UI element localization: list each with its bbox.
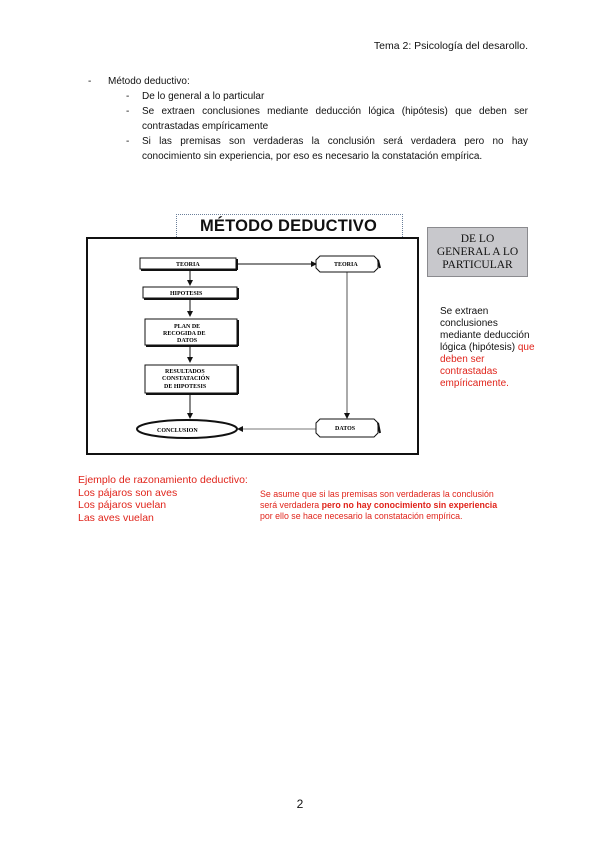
example-line: Los pájaros son aves	[78, 486, 178, 499]
note-bold-text: pero no hay conocimiento sin experiencia	[321, 500, 498, 510]
example-line: Los pájaros vuelan	[78, 499, 167, 511]
node-datos	[316, 419, 380, 437]
node-label: TEORIA	[176, 262, 200, 268]
list-item-label: Método deductivo:	[108, 76, 190, 87]
node-plan-recogida	[145, 319, 238, 346]
example-block	[78, 474, 248, 524]
node-teoria-right	[316, 256, 380, 272]
sub-list-item: - Se extraen conclusiones mediante deducción lógica (hipótesis) que deben ser contrastadas empíricamente	[126, 106, 528, 132]
example-title: Ejemplo de razonamiento deductivo:	[78, 474, 248, 486]
side-box	[427, 227, 528, 277]
node-label: RECOGIDA DE	[163, 331, 206, 337]
node-label: PLAN DE	[174, 324, 201, 330]
example-note	[260, 489, 510, 522]
sub-list-item: - Si las premisas son verdaderas la conclusión será verdadera pero no hay conocimiento sin experiencia, por eso es necesario la constatación empírica.	[126, 136, 528, 162]
example-line: Las aves vuelan	[78, 511, 154, 524]
node-label: DE HIPOTESIS	[164, 384, 207, 390]
list-item: - Método deductivo:	[88, 76, 190, 87]
side-text	[440, 306, 540, 390]
node-label: DATOS	[177, 338, 198, 344]
node-label: RESULTADOS	[165, 369, 205, 375]
node-resultados	[145, 365, 238, 394]
side-text-black: Se extraen conclusiones mediante deducción lógica (hipótesis)	[440, 306, 530, 353]
note-text: por ello se hace necesario la constatación empírica.	[260, 511, 463, 521]
node-label: DATOS	[335, 426, 356, 432]
page-header: Tema 2: Psicología del desarollo.	[373, 40, 528, 52]
note-text: Se asume que si las premisas son verdaderas la conclusión será verdadera	[260, 489, 494, 510]
node-hipotesis	[143, 287, 238, 299]
side-box-line: GENERAL A LO	[436, 246, 519, 258]
side-box-line: DE LO	[460, 233, 495, 245]
node-label: TEORIA	[334, 262, 358, 268]
node-teoria-left	[140, 258, 237, 270]
side-box-line: PARTICULAR	[442, 259, 513, 271]
sub-list-item: - De lo general a lo particular	[126, 91, 265, 102]
node-label: HIPOTESIS	[170, 291, 203, 297]
node-label: CONSTATACIÓN	[162, 376, 210, 382]
sub-list-item-text: Se extraen conclusiones mediante deducción lógica (hipótesis) que deben ser contrastadas empíricamente	[142, 106, 528, 132]
side-text-red: que deben ser contrastadas empíricamente.	[440, 342, 535, 389]
page-number: 2	[296, 797, 304, 811]
sub-list-item-text: Si las premisas son verdaderas la conclusión será verdadera pero no hay conocimiento sin experiencia, por eso es necesario la constatación empírica.	[142, 136, 528, 162]
sub-list-item-text: De lo general a lo particular	[142, 91, 265, 102]
node-conclusion	[137, 420, 237, 438]
figure-title: MÉTODO DEDUCTIVO	[199, 217, 378, 235]
node-label: CONCLUSION	[157, 428, 198, 434]
